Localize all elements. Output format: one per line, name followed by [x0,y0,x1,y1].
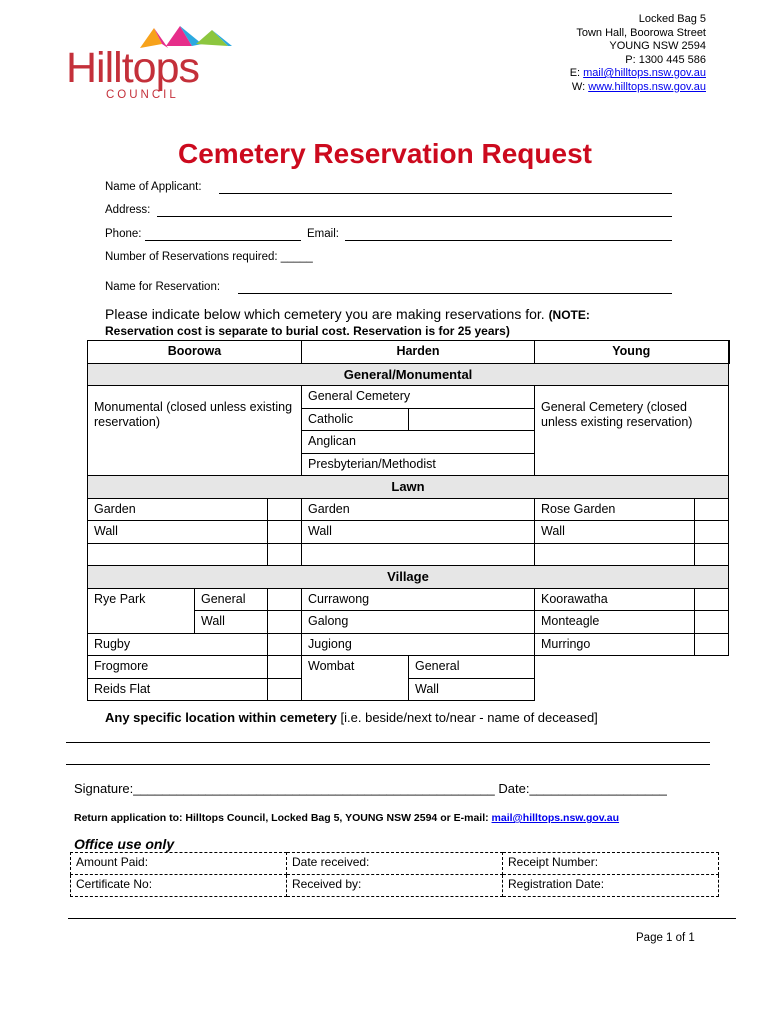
rye-park-general-label: General [195,588,268,611]
wombat-label: Wombat [302,656,409,701]
footer-divider [68,918,736,919]
harden-presbyterian-label: Presbyterian/Methodist [302,453,535,476]
monteagle-box[interactable] [695,611,729,634]
hilltops-logo [62,22,242,107]
registration-date-cell[interactable]: Registration Date: [503,875,719,897]
return-instructions [74,812,619,824]
logo-sub: COUNCIL [106,89,179,101]
young-rose-garden-label: Rose Garden [535,498,695,521]
young-general-label: General Cemetery (closed unless existing reservation) [541,400,693,429]
harden-anglican-label: Anglican [302,431,535,454]
reservation-name-field[interactable] [238,293,672,294]
table-row [88,521,729,544]
location-prompt-bold: Any specific location within cemetery [105,710,337,725]
blank-cell [88,543,268,566]
boorowa-monumental-label: Monumental (closed unless existing reservation) [94,400,293,429]
table-row [88,588,729,611]
blank-box[interactable] [695,543,729,566]
harden-wall-label: Wall [302,521,535,544]
location-prompt-rest: [i.e. beside/next to/near - name of deceased] [336,710,598,725]
galong-label: Galong [302,611,535,634]
return-email-link[interactable]: mail@hilltops.nsw.gov.au [491,812,620,824]
koorawatha-label: Koorawatha [535,588,695,611]
web-label: W: [571,80,589,93]
section-general-monumental: General/Monumental [88,363,729,386]
header-boorowa: Boorowa [88,341,302,364]
address-field[interactable] [157,216,672,217]
cemetery-table [87,340,730,701]
reservations-count-label[interactable]: Number of Reservations required: _____ [105,251,313,263]
signature-date-line[interactable]: Signature:__________________________________________________ Date:___________________ [74,781,667,796]
return-text: Return application to: Hilltops Council, Locked Bag 5, YOUNG NSW 2594 or E-mail: [74,812,492,824]
boorowa-garden-label: Garden [88,498,268,521]
rugby-label: Rugby [88,633,268,656]
phone-number: P: 1300 445 586 [625,53,706,66]
table-row [88,363,729,386]
rye-park-general-box[interactable] [268,588,302,611]
table-row [88,386,729,409]
table-row [71,875,719,897]
address-line1: Locked Bag 5 [638,13,706,25]
table-row [88,633,729,656]
blank-box[interactable] [268,543,302,566]
murringo-box[interactable] [695,633,729,656]
table-row [71,853,719,875]
council-address [570,13,706,94]
page-number: Page 1 of 1 [636,932,695,944]
office-use-title: Office use only [74,836,175,852]
murringo-label: Murringo [535,633,695,656]
instruction-text [105,306,590,322]
website-link[interactable]: www.hilltops.nsw.gov.au [588,80,706,93]
email-field[interactable] [345,240,672,241]
email-link[interactable]: mail@hilltops.nsw.gov.au [583,67,706,79]
location-line-2[interactable] [66,764,710,765]
table-row [88,476,729,499]
form-title: Cemetery Reservation Request [178,138,592,169]
frogmore-label: Frogmore [88,656,268,679]
section-lawn: Lawn [88,476,729,499]
certificate-no-cell[interactable]: Certificate No: [71,875,287,897]
applicant-field[interactable] [219,193,672,194]
blank-cell [535,543,695,566]
reids-flat-box[interactable] [268,678,302,701]
jugiong-label: Jugiong [302,633,535,656]
young-general-cell [535,386,729,476]
young-wall-box[interactable] [695,521,729,544]
young-wall-label: Wall [535,521,695,544]
reservation-name-label: Name for Reservation: [105,281,221,293]
empty-area [535,656,729,701]
table-row [88,566,729,589]
table-row [88,498,729,521]
currawong-label: Currawong [302,588,535,611]
instruction-main: Please indicate below which cemetery you are making reservations for. [105,306,549,322]
monteagle-label: Monteagle [535,611,695,634]
table-row [88,656,729,679]
boorowa-garden-box[interactable] [268,498,302,521]
header-harden: Harden [302,341,535,364]
rye-park-wall-label: Wall [195,611,268,634]
section-village: Village [88,566,729,589]
email-label: E: [569,67,584,79]
applicant-label: Name of Applicant: [105,181,202,193]
instruction-note: (NOTE: [548,308,590,322]
address-label: Address: [105,204,151,216]
email-field-label: Email: [307,228,339,240]
receipt-number-cell[interactable]: Receipt Number: [503,853,719,875]
address-line2: Town Hall, Boorowa Street [576,26,706,39]
harden-catholic-box[interactable] [409,408,535,431]
phone-label: Phone: [105,228,142,240]
frogmore-box[interactable] [268,656,302,679]
harden-general-cemetery: General Cemetery [302,386,535,409]
table-row [88,543,729,566]
logo-name: Hilltops [66,44,199,92]
wombat-general-label: General [409,656,535,679]
harden-catholic-label: Catholic [302,408,409,431]
amount-paid-cell[interactable]: Amount Paid: [71,853,287,875]
instruction-line2: Reservation cost is separate to burial cost. Reservation is for 25 years) [105,324,510,338]
date-received-cell[interactable]: Date received: [287,853,503,875]
koorawatha-box[interactable] [695,588,729,611]
phone-field[interactable] [145,240,301,241]
rugby-box[interactable] [268,633,302,656]
boorowa-monumental-cell [88,386,302,476]
rye-park-label: Rye Park [88,588,195,633]
location-line-1[interactable] [66,742,710,743]
boorowa-wall-label: Wall [88,521,268,544]
location-prompt [105,710,598,725]
table-header-row [88,341,729,364]
boorowa-wall-box[interactable] [268,521,302,544]
header-young: Young [535,341,729,364]
wombat-wall-label: Wall [409,678,535,701]
blank-cell [302,543,535,566]
office-use-table [70,852,719,897]
harden-garden-label: Garden [302,498,535,521]
address-line3: YOUNG NSW 2594 [609,40,706,52]
rye-park-wall-box[interactable] [268,611,302,634]
young-rose-garden-box[interactable] [695,498,729,521]
reids-flat-label: Reids Flat [88,678,268,701]
received-by-cell[interactable]: Received by: [287,875,503,897]
